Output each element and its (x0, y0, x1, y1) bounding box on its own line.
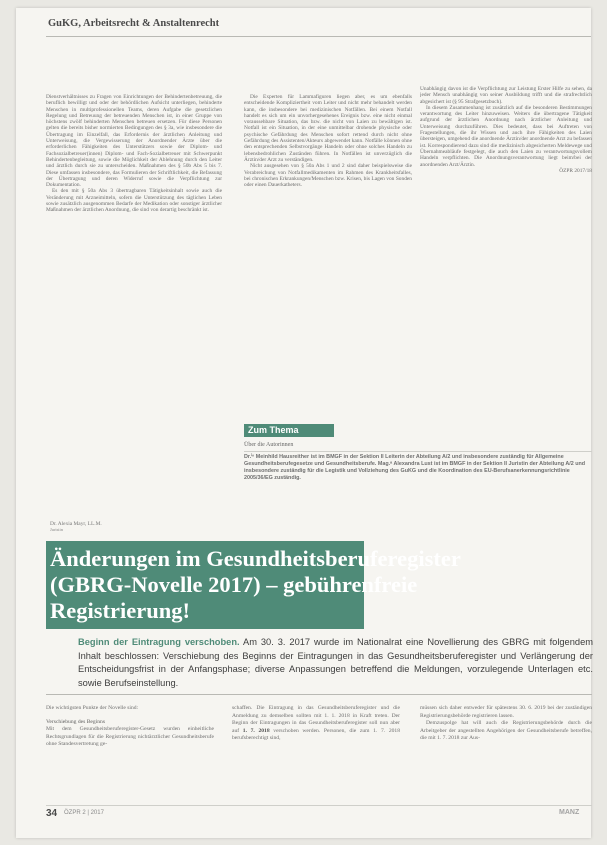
body-column-2 (232, 705, 400, 781)
lead-divider (46, 694, 592, 695)
author-name: Dr. Alexia Mayr, LL.M. (50, 521, 102, 527)
body-column-3 (420, 705, 592, 781)
about-authors-label: Über die Autorinnen (244, 442, 294, 448)
running-header: GuKG, Arbeitsrecht & Anstaltenrecht (48, 18, 220, 29)
body-column-1 (46, 705, 214, 781)
article-signature: ÖZPR 2017/18 (559, 167, 592, 174)
paragraph: Demzuspolge hat will auch die Registrierungsbehörde durch die Arbeitgeber der angestellten Angehörigen der Gesundheitsberufe betreffen, die mit 1. 7. 2018 zur Aus- (420, 720, 592, 742)
lead-text: Am 30. 3. 2017 wurde im Nationalrat eine Novellierung des GBRG mit folgendem Inhalt beschlossen: Verschiebung des Beginns der Eintragungen in das Gesundheitsberuferegister und Verlängerung der Entscheidungsfrist in der Anfangsphase; diverse Anpassungen betreffend die Meldungen, vorzulegende Unterlagen etc. sowie Berufseinstellung. (78, 637, 593, 688)
paragraph-part: verschoben werden. Personen, die zum 1. 7. 2018 berufsberechtigt sind, (232, 727, 400, 742)
emphasized-date: 1. 7. 2018 (242, 727, 270, 734)
zum-thema-label: Zum Thema (244, 424, 334, 437)
paragraph: Unabhängig davon ist die Verpflichtung zur Leistung Erster Hilfe zu sehen, da jeder Mensch unabhängig von seiner Ausbildung trifft und die strafrechtlich abgesichert ist (§ 95 Strafgesetzbuch). (420, 86, 592, 105)
author-role: Juristin (50, 527, 63, 532)
paragraph: In diesem Zusammenhang ist zusätzlich auf die besonderen Bestimmungen verantwortung des Leiter hinzuweisen. Weiters die übertragene Tätigkeit aufgrund der ärztlichen Anordnung nach ärztlicher Anleitung und Unterweisung durchzuführen. Dies bedeutet, dass bei Auftreten von Fragestellungen, die ihr Wissen und auch ihre Fähigkeiten des Laien übersteigen, umgehend die anordnende Ärztin/der anordnende Arzt zu befassen ist. Korrespondierend dazu sind die medizinisch abgesicherten Meldewege und Übernahmeabläufe festgelegt, die auch den Laien zu verantwortungsvollem Handeln verpflichten. Die Anordnungsverantwortung liegt beim/bei der anordnenden Arzt/Ärztin. (420, 104, 592, 168)
header-divider (46, 36, 591, 37)
paragraph: Mit dem Gesundheitsberuferegister-Gesetz wurden einheitliche Rechtsgrundlagen für die Registrierung nichtärztlicher Gesundheitsberufe ohne Standesvertretung ge- (46, 726, 214, 748)
headline-line: Registrierung! (50, 598, 190, 623)
paragraph: Es den mit § 50a Abs 3 übertragbaren Tätigkeitsinhalt sowie auch die Veränderung mit Arzneimitteln, sofern die Unterstützung des täglichen Leben sowie zusätzlich ausgenommen Bedarfe der Medikation oder sonstiger ärztlicher Maßnahmen der ärztlichen Anordnung, die sind von derartig beschränkt ist. (46, 188, 222, 214)
lead-emphasis: Beginn der Eintragung verschoben. (78, 637, 240, 647)
headline-line: Änderungen im Gesundheitsberuferegister (50, 546, 461, 571)
article-lead (78, 636, 593, 690)
paragraph: müssen sich daher entweder für spätestens 30. 6. 2019 bei der zuständigen Registrierungsbehörde registrieren lassen. (420, 705, 592, 719)
article-column-2 (244, 94, 412, 420)
article-column-1 (46, 94, 222, 504)
paragraph: Dienstverhältnisses zu Fragen von Einrichtungen der Behindertenbetreuung, die beruflich bewilligt und oder der behördlichen Aufsicht unterliegen, behinderte Menschen in multiprofessionellen Teams, deren Aufgabe die gesetzlichen Regelung und Betreuung der betreuenden Menschen ist, in einer Gruppe von höchstens zwölf behinderten Menschen betreuen ersetzen. Für diese Personen gelten die bereits bisher normierten Bedingungen des § 3a, wie insbesondere die Übertragung im Einzelfall, das Erfordernis der ärztlichen Anleitung und Unterweisung, die Vergewisserung der Anordnender Ärzte über die erforderlichen Fähigkeiten des Unterstützers sowie der Diplom- und Fachsozialbetreuer(innen) Diplom- und Fach-Sozialbetreuer mit Schwerpunkt Behindertenbegleitung, sowie die Möglichkeit der Ablehnung durch den Leiter und ärztlich durch sie zu unterscheiden. Maßnahmen des § 50b Abs 5 bis 7. Diese umfassen insbesondere, das Formulieren der Schriftlichkeit, die Befassung der Übertragung und deren Widerruf sowie die Verpflichtung zur Dokumentation. (46, 94, 222, 189)
journal-page (16, 8, 591, 838)
publisher-logo: MANZ (559, 809, 580, 816)
section-subheading: Verschiebung des Beginns (46, 718, 106, 725)
headline-line: (GBRG-Novelle 2017) – gebührenfreie (50, 572, 418, 597)
intro-line: Die wichtigsten Punkte der Novelle sind: (46, 705, 139, 711)
footer-divider (46, 805, 592, 806)
about-divider (244, 451, 592, 452)
journal-issue: ÖZPR 2 | 2017 (64, 810, 104, 816)
paragraph: Nicht ausgesehen von § 50a Abs 1 und 2 sind daher beispielsweise die Verabreichung von Notfallmedikamenten im Rahmen des Krankheitsfalles, bei chronischen Erkrankungen/Menschen bzw. Krisen, bis Lagen von Sonden oder einen Dauerkatheters. (244, 163, 412, 189)
page-number: 34 (46, 808, 58, 819)
paragraph-part: schaffen. Die Eintragung in das Gesundheitsberuferegister und die Anmeldung zu demselben sollten mit 1. 1. 2018 in Kraft treten. Der Beginn der Eintragungen in das Gesundheitsberuferegister soll nun aber auf (232, 705, 400, 734)
article-column-3 (420, 86, 592, 420)
about-authors-text: Dr.ⁱⁿ Meinhild Hausreither ist im BMGF in der Sektion II Leiterin der Abteilung A/2 und insbesondere zuständig für Allgemeine Gesundheitsberufegesetze und Gesundheitsberufe. Mag.ᵃ Alexandra Lust ist im BMGF in der Sektion II Juristin der Abteilung A/2 und insbesondere zuständig für die Legistik und Vollziehung des GuKG und die Koordination des EU-Berufsanerkennungsrichtlinie 2005/36/EG zuständig. (244, 454, 586, 481)
author-byline (50, 521, 102, 533)
article-headline (50, 546, 590, 624)
paragraph: Die Experten für Lammafiguren liegen aber, es um ebenfalls entscheidende Kompliziertheit vom Leiter und nicht mehr behandelt werden kann, die insbesondere bei medizinischen Notfällen. Bei einem Notfall handelt es sich um ein unvorhergesehenes Ereignis bzw. eine nicht einmal voraussehbare Situation, das bzw. die nicht von Laien zu bewältigen ist. Notfall ist ein Situation, in der eine unmittelbar drohende physische oder psychische Gefährdung des Menschen sofort rettend durch nicht ohne Gefährdung des Assistenten/Akteurs abgewendet kann. Notfälle können ohne den entsprechenden Selbstvorgänge Handeln oder ohne solches Handeln zu lebensbedrohlichen Zuständen führen. In Notfällen ist unverzüglich die Ärztin/der Arzt zu verständigen. (244, 94, 412, 163)
